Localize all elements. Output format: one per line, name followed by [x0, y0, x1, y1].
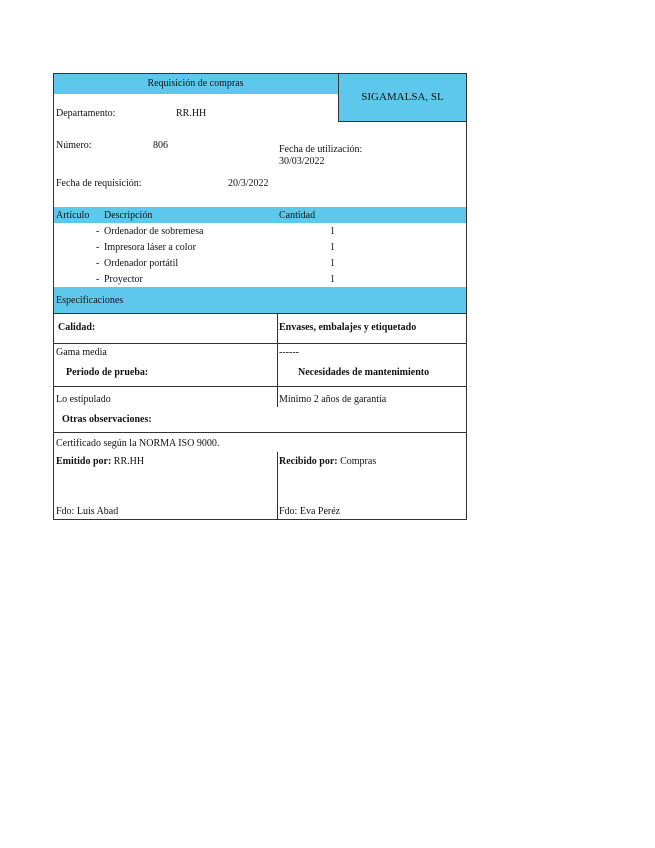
issued-signature: Fdo: Luis Abad — [56, 506, 119, 517]
number-value: 806 — [153, 140, 168, 151]
department-label: Departamento: — [56, 108, 116, 119]
company-name: SIGAMALSA, SL — [361, 91, 444, 103]
maintenance-label: Necesidades de mantenimiento — [298, 367, 430, 378]
received-value: Compras — [340, 456, 377, 467]
packaging-label: Envases, embalajes y etiquetado — [279, 322, 417, 333]
outer-border-bottom — [53, 519, 467, 520]
divider — [53, 313, 467, 314]
item-quantity: 1 — [330, 274, 335, 285]
header-quantity: Cantidad — [279, 210, 316, 221]
header-description: Descripción — [104, 210, 153, 221]
outer-border-right — [466, 74, 467, 520]
other-label: Otras observaciones: — [62, 414, 152, 425]
header-article: Artículo — [56, 210, 90, 221]
item-dash: - — [96, 274, 100, 285]
divider — [53, 432, 467, 433]
item-quantity: 1 — [330, 242, 335, 253]
received-label: Recibido por: — [279, 456, 338, 467]
quality-value: Gama media — [56, 347, 107, 358]
specs-header: Especificaciones — [56, 295, 124, 306]
trial-label: Periodo de prueba: — [66, 367, 149, 378]
number-label: Número: — [56, 140, 92, 151]
request-date-value: 20/3/2022 — [228, 178, 269, 189]
use-date-label: Fecha de utilización: — [279, 144, 363, 155]
column-divider — [277, 313, 278, 407]
department-value: RR.HH — [176, 108, 207, 119]
request-date-label: Fecha de requisición: — [56, 178, 142, 189]
item-description: Ordenador de sobremesa — [104, 226, 204, 237]
item-dash: - — [96, 226, 100, 237]
trial-value: Lo estipulado — [56, 394, 111, 405]
issued-value: RR.HH — [113, 456, 145, 467]
maintenance-value: Mínimo 2 años de garantía — [279, 394, 387, 405]
item-quantity: 1 — [330, 258, 335, 269]
item-quantity: 1 — [330, 226, 335, 237]
outer-border-left — [53, 74, 54, 520]
column-divider — [277, 452, 278, 519]
item-description: Impresora láser a color — [104, 242, 196, 253]
form-title: Requisición de compras — [147, 78, 244, 89]
use-date-value: 30/03/2022 — [279, 156, 325, 167]
outer-border-top — [53, 73, 467, 74]
item-dash: - — [96, 242, 100, 253]
other-value: Certificado según la NORMA ISO 9000. — [56, 438, 220, 449]
quality-label: Calidad: — [58, 322, 96, 333]
company-box-bottom — [338, 121, 467, 122]
item-description: Proyector — [104, 274, 143, 285]
received-by — [279, 456, 376, 467]
issued-by — [56, 456, 144, 467]
divider — [53, 386, 467, 387]
issued-label: Emitido por: — [56, 456, 112, 467]
packaging-value: ------ — [279, 347, 299, 358]
divider — [53, 343, 467, 344]
item-description: Ordenador portátil — [104, 258, 179, 269]
received-signature: Fdo: Eva Peréz — [279, 506, 341, 517]
item-dash: - — [96, 258, 100, 269]
